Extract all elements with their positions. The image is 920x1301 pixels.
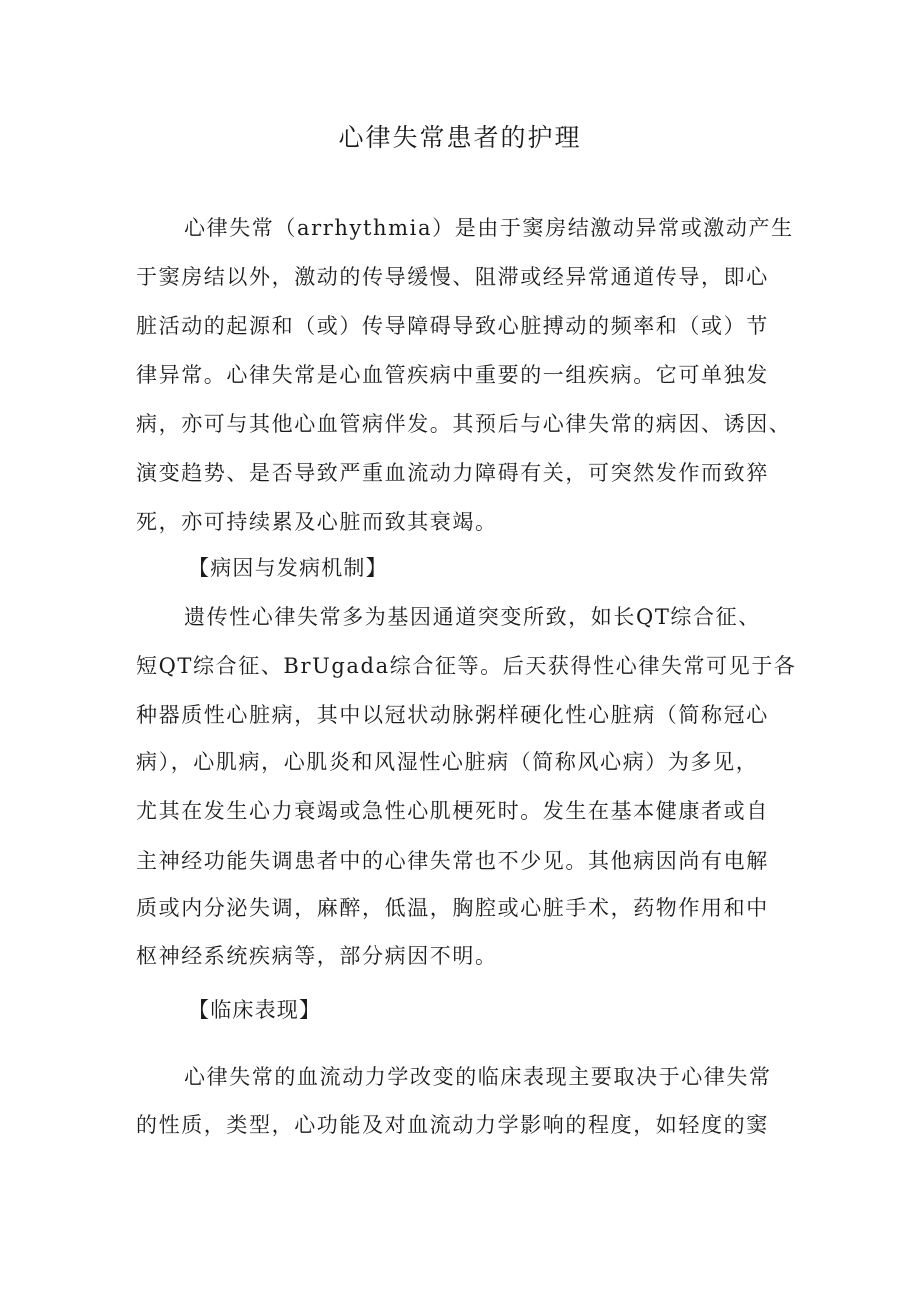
etiology-line: 尤其在发生心力衰竭或急性心肌梗死时。发生在基本健康者或自 [136, 799, 769, 823]
etiology-line: 种器质性心脏病，其中以冠状动脉粥样硬化性心脏病（简称冠心 [136, 703, 769, 727]
intro-line: 律异常。心律失常是心血管疾病中重要的一组疾病。它可单独发 [136, 363, 769, 387]
clinical-line: 心律失常的血流动力学改变的临床表现主要取决于心律失常 [184, 1065, 772, 1089]
etiology-line: 枢神经系统疾病等，部分病因不明。 [136, 944, 498, 968]
section-heading-clinical: 【临床表现】 [188, 998, 322, 1022]
clinical-line: 的性质，类型，心功能及对血流动力学影响的程度，如轻度的窦 [136, 1113, 769, 1137]
intro-line: 于窦房结以外，激动的传导缓慢、阻滞或经异常通道传导，即心 [136, 265, 769, 289]
document-title: 心律失常患者的护理 [338, 123, 582, 152]
intro-line: 脏活动的起源和（或）传导障碍导致心脏搏动的频率和（或）节 [136, 314, 769, 338]
etiology-line: 短QT综合征、BrUgada综合征等。后天获得性心律失常可见于各 [136, 654, 797, 678]
section-heading-etiology: 【病因与发病机制】 [188, 556, 388, 580]
intro-line: 心律失常（arrhythmia）是由于窦房结激动异常或激动产生 [184, 216, 794, 240]
intro-line: 病，亦可与其他心血管病伴发。其预后与心律失常的病因、诱因、 [136, 412, 792, 436]
etiology-line: 质或内分泌失调，麻醉，低温，胸腔或心脏手术，药物作用和中 [136, 896, 769, 920]
intro-line: 演变趋势、是否导致严重血流动力障碍有关，可突然发作而致猝 [136, 461, 769, 485]
etiology-line: 遗传性心律失常多为基因通道突变所致，如长QT综合征、 [184, 605, 761, 629]
intro-line: 死，亦可持续累及心脏而致其衰竭。 [136, 510, 498, 534]
etiology-line: 病），心肌病，心肌炎和风湿性心脏病（简称风心病）为多见， [136, 750, 759, 774]
etiology-line: 主神经功能失调患者中的心律失常也不少见。其他病因尚有电解 [136, 849, 769, 873]
